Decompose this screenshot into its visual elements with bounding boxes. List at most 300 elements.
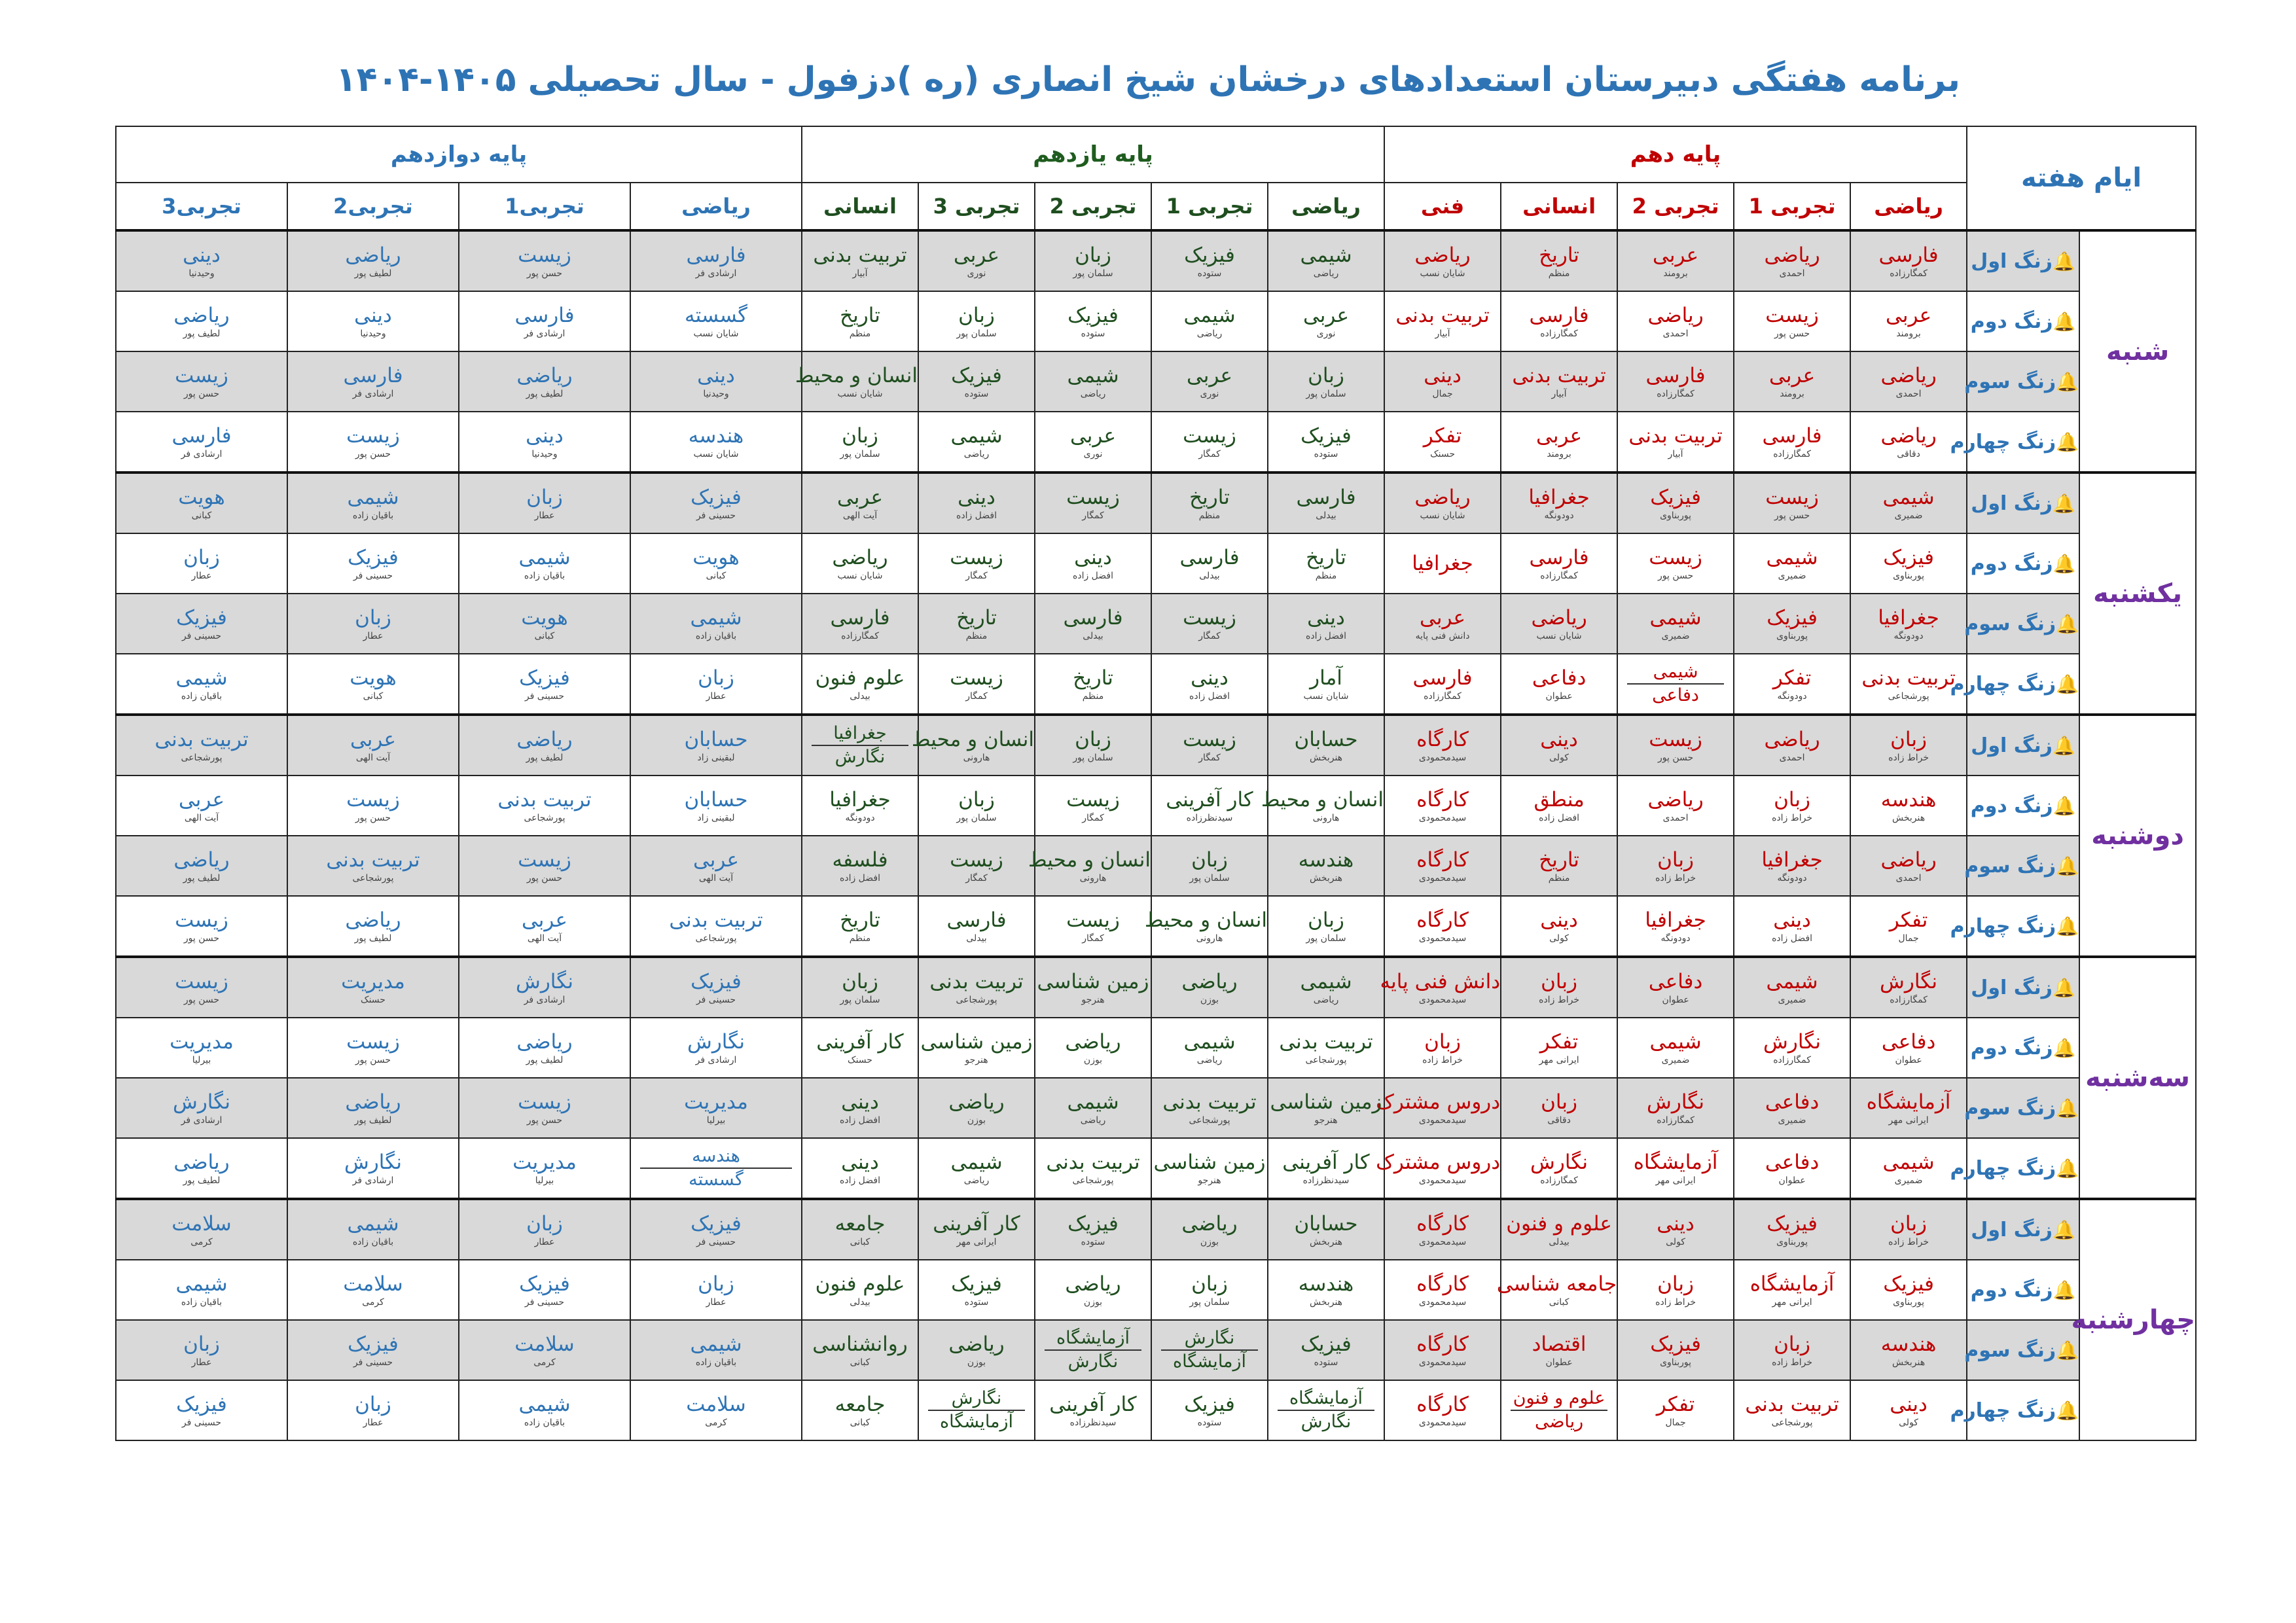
bell-icon: 🔔 (2056, 855, 2079, 877)
teacher-label: بوزن (1200, 1237, 1219, 1247)
teacher-label: وحیدنیا (360, 329, 386, 339)
bell-label: زنگ سوم (1964, 1338, 2056, 1362)
teacher-label: حسن پور (183, 995, 220, 1005)
bell-cell (1967, 1199, 2079, 1260)
subject-label: هویت (178, 486, 225, 509)
bell-icon: 🔔 (2056, 673, 2079, 695)
subject-label: سلامت (171, 1212, 232, 1236)
bell-label: زنگ سوم (1964, 854, 2056, 878)
subject-label: نگارش (951, 1388, 1002, 1408)
schedule-cell (1035, 1078, 1151, 1138)
schedule-cell (1734, 654, 1850, 715)
subject-label: فیزیک (1184, 1393, 1235, 1416)
teacher-label: افضل زاده (840, 873, 880, 883)
teacher-label: پورشجاعی (1189, 1115, 1230, 1126)
period-row (116, 654, 2196, 715)
subject-label: شیمی (175, 1272, 228, 1296)
schedule-cell (116, 230, 287, 291)
teacher-label: سیدنظرزاده (1186, 813, 1233, 823)
schedule-cell (116, 896, 287, 957)
bell-icon: 🔔 (2053, 1037, 2076, 1059)
bell-cell (1967, 776, 2079, 836)
schedule-cell (1384, 291, 1501, 351)
teacher-label: ارشادی فر (524, 329, 565, 339)
schedule-cell (1501, 1199, 1617, 1260)
subject-label: زیست (1649, 728, 1702, 751)
bell-icon: 🔔 (2056, 1097, 2079, 1119)
schedule-cell (802, 291, 918, 351)
teacher-label: ریاضی (1080, 389, 1106, 399)
subject-label: زیست (1066, 486, 1120, 509)
teacher-label: کولی (1899, 1418, 1918, 1428)
schedule-cell (1268, 594, 1384, 654)
teacher-label: منظم (849, 329, 871, 339)
subject-label: نگارش (687, 1030, 745, 1054)
subject-label: ریاضی (1880, 848, 1937, 872)
subject-label: جغرافیا (1412, 552, 1473, 575)
schedule-cell (1850, 1199, 1967, 1260)
teacher-label: لطیف پور (526, 753, 564, 763)
bell-icon: 🔔 (2056, 1339, 2079, 1361)
bell-icon: 🔔 (2053, 794, 2076, 817)
period-row (116, 291, 2196, 351)
schedule-cell (1035, 594, 1151, 654)
teacher-label: سیدمحمودی (1418, 1357, 1467, 1368)
subject-label: دفاعی (1765, 1090, 1820, 1114)
teacher-label: منظم (849, 933, 871, 944)
teacher-label: سلمان پور (956, 813, 997, 823)
schedule-cell (1151, 1380, 1268, 1440)
subject-label: دینی (183, 243, 221, 267)
period-row (116, 957, 2196, 1018)
subject-label: کارگاه (1416, 1393, 1469, 1416)
schedule-cell (459, 836, 630, 896)
schedule-cell (1035, 1320, 1151, 1380)
schedule-cell (116, 594, 287, 654)
teacher-label: عطار (706, 691, 726, 702)
teacher-label: شایان نسب (1303, 691, 1349, 702)
schedule-cell (1850, 654, 1967, 715)
schedule-cell (1734, 1018, 1850, 1078)
period-row (116, 351, 2196, 412)
teacher-label: عطار (534, 510, 555, 521)
subject-label: زبان (1075, 728, 1111, 751)
schedule-cell (1151, 1078, 1268, 1138)
subject-label: دینی (841, 1150, 879, 1174)
subject-label: زبان (355, 606, 391, 630)
schedule-cell (1501, 836, 1617, 896)
bell-cell (1964, 594, 2079, 654)
schedule-cell (1035, 1260, 1151, 1320)
teacher-label: نوری (1083, 449, 1103, 459)
subject-label: زبان (1191, 848, 1228, 872)
subject-label: شیمی (175, 666, 228, 690)
subject-label: دفاعی (1627, 683, 1724, 707)
subject-label: حسابان (1294, 1212, 1358, 1236)
schedule-cell (802, 715, 918, 776)
schedule-cell (116, 533, 287, 594)
teacher-label: پوربناوی (1776, 1237, 1808, 1247)
schedule-cell (1734, 715, 1850, 776)
schedule-cell (1617, 1199, 1734, 1260)
teacher-label: حسن پور (355, 1055, 391, 1065)
teacher-label: آبیار (1668, 449, 1683, 459)
subject-label: سلامت (343, 1272, 403, 1296)
teacher-label: باقیان زاده (181, 1297, 223, 1308)
schedule-cell (1268, 896, 1384, 957)
schedule-cell (918, 1380, 1035, 1440)
teacher-label: ایرانی مهر (1655, 1175, 1696, 1186)
schedule-cell (459, 1260, 630, 1320)
teacher-label: هنربخش (1892, 813, 1926, 823)
bell-cell (1964, 1320, 2079, 1380)
schedule-cell (630, 412, 802, 473)
subject-label: آزمایشگاه (1866, 1090, 1951, 1114)
schedule-cell (459, 473, 630, 533)
schedule-cell (1734, 836, 1850, 896)
subject-label: عربی (1419, 606, 1466, 630)
teacher-label: ضمیری (1778, 995, 1806, 1005)
teacher-label: پورشجاعی (1771, 1418, 1813, 1428)
bell-icon: 🔔 (2056, 431, 2079, 453)
teacher-label: دودونگه (1544, 510, 1574, 521)
subject-label: هندسه (1880, 1332, 1937, 1356)
subject-label: نگارش (1184, 1328, 1235, 1348)
schedule-cell (287, 776, 459, 836)
bell-icon: 🔔 (2052, 250, 2075, 272)
bell-label: زنگ اول (1971, 1218, 2053, 1241)
subject-label: زبان (526, 486, 563, 509)
teacher-label: نوری (1200, 389, 1219, 399)
subject-label: ریاضی (1764, 728, 1820, 751)
schedule-cell (287, 594, 459, 654)
subject-label: دینی (1773, 908, 1811, 932)
teacher-label: احمدی (1895, 873, 1922, 883)
teacher-label: کبانی (706, 571, 726, 581)
teacher-label: کولی (1549, 933, 1569, 944)
subject-label: دینی (958, 486, 996, 509)
subject-label: دینی (697, 364, 735, 387)
bell-cell (1950, 896, 2079, 957)
teacher-label: حسن پور (526, 1115, 563, 1126)
teacher-label: خراط زاده (1422, 1055, 1463, 1065)
schedule-cell (630, 715, 802, 776)
teacher-label: هارونی (1312, 813, 1340, 823)
teacher-label: کبانی (1549, 1297, 1570, 1308)
teacher-label: منظم (1548, 268, 1570, 279)
schedule-cell (918, 1320, 1035, 1380)
subject-label: زبان (1890, 1212, 1927, 1236)
period-row (116, 1260, 2196, 1320)
subject-label: تاریخ (1306, 546, 1346, 569)
schedule-cell (459, 1380, 630, 1440)
schedule-cell (1261, 776, 1384, 836)
class-header: انسانی (1501, 183, 1617, 230)
schedule-cell (802, 594, 918, 654)
schedule-cell (630, 1260, 802, 1320)
teacher-label: حسن پور (526, 268, 563, 279)
subject-label: اقتصاد (1532, 1332, 1587, 1356)
subject-label: فیزیک (519, 1272, 570, 1296)
subject-label: جغرافیا (1761, 848, 1823, 872)
teacher-label: کمگار (965, 873, 988, 883)
subject-label: نگارش (1045, 1349, 1141, 1373)
subject-label: دفاعی (1648, 970, 1703, 993)
schedule-cell (918, 776, 1035, 836)
teacher-label: کرمی (362, 1297, 384, 1308)
bell-icon: 🔔 (2056, 613, 2079, 635)
schedule-cell (459, 351, 630, 412)
bell-cell (1967, 1018, 2079, 1078)
bell-label: زنگ چهارم (1950, 672, 2056, 696)
teacher-label: احمدی (1779, 268, 1805, 279)
teacher-label: بیدلی (850, 1297, 870, 1308)
teacher-label: کبانی (191, 510, 212, 521)
subject-label: نگارش (172, 1090, 230, 1114)
subject-label: زبان (1191, 1272, 1228, 1296)
schedule-cell (802, 230, 918, 291)
teacher-label: آیت الهی (355, 753, 391, 763)
teacher-label: کمگار (1198, 631, 1221, 641)
teacher-label: باقیان زاده (352, 510, 394, 521)
subject-label: شیمی (347, 1212, 399, 1236)
bell-cell (1950, 654, 2079, 715)
subject-label: تاریخ (956, 606, 997, 630)
schedule-cell (287, 351, 459, 412)
subject-label: ریاضی (345, 243, 401, 267)
subject-label: فیزیک (1300, 424, 1352, 448)
subject-label: تربیت بدنی (497, 788, 592, 812)
teacher-label: پوربناوی (1893, 571, 1925, 581)
subject-label: ریاضی (948, 1090, 1005, 1114)
schedule-cell (287, 836, 459, 896)
subject-label: شیمی (1067, 364, 1119, 387)
teacher-label: لطیف پور (183, 1175, 221, 1186)
teacher-label: ضمیری (1894, 510, 1923, 521)
subject-label: تربیت بدنی (1628, 424, 1723, 448)
subject-label: شیمی (518, 1393, 571, 1416)
schedule-cell (1151, 1018, 1268, 1078)
schedule-cell (630, 230, 802, 291)
subject-label: فیزیک (1184, 243, 1235, 267)
subject-label: ریاضی (1647, 788, 1704, 812)
bell-icon: 🔔 (2053, 1279, 2076, 1301)
schedule-cell (1734, 1260, 1850, 1320)
teacher-label: بوزن (1083, 1055, 1103, 1065)
schedule-cell (116, 473, 287, 533)
teacher-label: سیدمحمودی (1418, 873, 1467, 883)
subject-label: فیزیک (348, 1332, 399, 1356)
bell-label: زنگ اول (1971, 734, 2053, 757)
subject-label: زیست (950, 848, 1003, 872)
teacher-label: حسن پور (183, 389, 220, 399)
subject-label: زبان (1424, 1030, 1461, 1054)
schedule-cell (802, 1260, 918, 1320)
schedule-cell (1734, 291, 1850, 351)
teacher-label: دودونگه (1660, 933, 1691, 944)
schedule-cell (1384, 412, 1501, 473)
schedule-cell (459, 594, 630, 654)
schedule-cell (1268, 1380, 1384, 1440)
teacher-label: پورشجاعی (1888, 691, 1929, 702)
subject-label: شیمی (1882, 1150, 1935, 1174)
schedule-cell (1850, 1078, 1967, 1138)
teacher-label: بیرلیا (535, 1175, 554, 1186)
schedule-cell (116, 654, 287, 715)
teacher-label: لطیف پور (183, 329, 221, 339)
schedule-cell (1617, 1260, 1734, 1320)
subject-label: تفکر (1656, 1393, 1695, 1416)
period-row (116, 1138, 2196, 1199)
schedule-cell (1380, 957, 1501, 1018)
bell-icon: 🔔 (2052, 492, 2075, 514)
teacher-label: ریاضی (1313, 995, 1339, 1005)
subject-label: عربی (1653, 243, 1699, 267)
subject-label: نگارش (1763, 1030, 1821, 1054)
schedule-cell (1617, 1138, 1734, 1199)
subject-label: جامعه (834, 1212, 886, 1236)
schedule-cell (802, 776, 918, 836)
teacher-label: آیت الهی (527, 933, 562, 944)
page-title: برنامه هفتگی دبیرستان استعدادهای درخشان شیخ انصاری (ره )دزفول - سال تحصیلی ۱۴۰۵-۱۴۰۴ (335, 60, 1961, 99)
teacher-label: کمگارزاده (1890, 268, 1928, 279)
subject-label: هویت (692, 546, 740, 569)
schedule-cell (1151, 957, 1268, 1018)
subject-label: ریاضی (173, 848, 230, 872)
subject-label: تفکر (1772, 666, 1812, 690)
subject-label: فیزیک (691, 486, 742, 509)
teacher-label: حسینی فر (696, 510, 736, 521)
schedule-cell (1035, 351, 1151, 412)
bell-label: زنگ دوم (1970, 310, 2053, 333)
subject-label: آزمایشگاه (1633, 1150, 1718, 1174)
schedule-cell (918, 1018, 1035, 1078)
teacher-label: لبقینی زاد (697, 753, 735, 763)
teacher-label: منظم (1315, 571, 1337, 581)
teacher-label: حسینی فر (181, 1418, 222, 1428)
bell-cell (1967, 957, 2079, 1018)
schedule-cell (1151, 836, 1268, 896)
teacher-label: حسینی فر (353, 571, 393, 581)
teacher-label: کبانی (850, 1418, 870, 1428)
subject-label: کارگاه (1416, 788, 1469, 812)
subject-label: جامعه (834, 1393, 886, 1416)
subject-label: فیزیک (348, 546, 399, 569)
subject-label: کار آفرینی (933, 1212, 1020, 1236)
subject-label: فیزیک (1767, 1212, 1818, 1236)
subject-label: تاریخ (1189, 486, 1230, 509)
subject-label: دفاعی (1765, 1150, 1820, 1174)
schedule-cell (802, 473, 918, 533)
subject-label: تاریخ (1539, 848, 1579, 872)
schedule-cell (630, 776, 802, 836)
day-name: چهارشنبه (2079, 1199, 2196, 1440)
teacher-label: افضل زاده (1772, 933, 1813, 944)
class-header: تجربی 2 (1035, 183, 1151, 230)
period-row (116, 896, 2196, 957)
subject-label: زیست (950, 666, 1003, 690)
schedule-cell (1268, 533, 1384, 594)
subject-label: ریاضی (1065, 1030, 1121, 1054)
teacher-label: ارشادی فر (352, 1175, 394, 1186)
teacher-label: افضل زاده (840, 1115, 880, 1126)
schedule-cell (1144, 896, 1268, 957)
schedule-cell (1734, 351, 1850, 412)
subject-label: آزمایشگاه (1056, 1328, 1130, 1348)
teacher-label: لبقینی زاد (697, 813, 735, 823)
schedule-cell (1268, 1018, 1384, 1078)
schedule-cell (802, 654, 918, 715)
subject-label: فارسی (1878, 243, 1939, 267)
teacher-label: ارشادی فر (181, 1115, 223, 1126)
subject-label: عربی (1536, 424, 1583, 448)
subject-label: تربیت بدنی (1512, 364, 1606, 387)
class-header: ریاضی (1268, 183, 1384, 230)
subject-label: فیزیک (691, 1212, 742, 1236)
teacher-label: کبانی (850, 1237, 870, 1247)
subject-label: جغرافیا (1878, 606, 1939, 630)
subject-label: ریاضی (345, 908, 401, 932)
teacher-label: منظم (1198, 510, 1221, 521)
bell-label: زنگ چهارم (1950, 430, 2056, 454)
teacher-label: افضل زاده (1189, 691, 1230, 702)
subject-label: کار آفرینی (1166, 788, 1253, 812)
class-header: تجربی 3 (918, 183, 1035, 230)
schedule-cell (918, 291, 1035, 351)
teacher-label: کمگارزاده (1540, 1175, 1578, 1186)
bell-cell (1964, 351, 2079, 412)
schedule-cell (459, 776, 630, 836)
teacher-label: بیرلیا (192, 1055, 211, 1065)
teacher-label: هنرجو (1081, 995, 1105, 1005)
schedule-cell (1384, 654, 1501, 715)
subject-label: ریاضی (1414, 243, 1471, 267)
schedule-cell (1268, 715, 1384, 776)
teacher-label: سیدمحمودی (1418, 1418, 1467, 1428)
bell-cell (1967, 1260, 2079, 1320)
subject-label: تاریخ (1539, 243, 1579, 267)
schedule-cell (1617, 957, 1734, 1018)
bell-cell (1964, 1078, 2079, 1138)
teacher-label: افضل زاده (1539, 813, 1580, 823)
subject-label: ریاضی (516, 728, 573, 751)
bell-cell (1967, 715, 2079, 776)
teacher-label: هارونی (1196, 933, 1223, 944)
subject-label: ریاضی (1414, 486, 1471, 509)
days-of-week-header: ایام هفته (1967, 126, 2196, 230)
subject-label: عربی (1186, 364, 1233, 387)
schedule-cell (630, 1018, 802, 1078)
subject-label: دروس مشترک (1376, 1090, 1501, 1114)
teacher-label: ارشادی فر (524, 995, 565, 1005)
subject-label: انسان و محیط (795, 364, 918, 387)
schedule-cell (1268, 473, 1384, 533)
teacher-label: احمدی (1779, 753, 1805, 763)
subject-label: زبان (698, 666, 734, 690)
schedule-cell (1151, 351, 1268, 412)
subject-label: تربیت بدنی (1162, 1090, 1257, 1114)
teacher-label: شایان نسب (837, 389, 883, 399)
schedule-cell (795, 351, 918, 412)
subject-label: زبان (1541, 970, 1577, 993)
schedule-cell (1376, 1078, 1501, 1138)
subject-label: فارسی (171, 424, 232, 448)
schedule-cell (1268, 1260, 1384, 1320)
schedule-cell (1850, 1320, 1967, 1380)
bell-label: زنگ چهارم (1950, 1399, 2056, 1422)
subject-label: انسان و محیط (911, 728, 1034, 751)
subject-label: فارسی (1529, 546, 1589, 569)
